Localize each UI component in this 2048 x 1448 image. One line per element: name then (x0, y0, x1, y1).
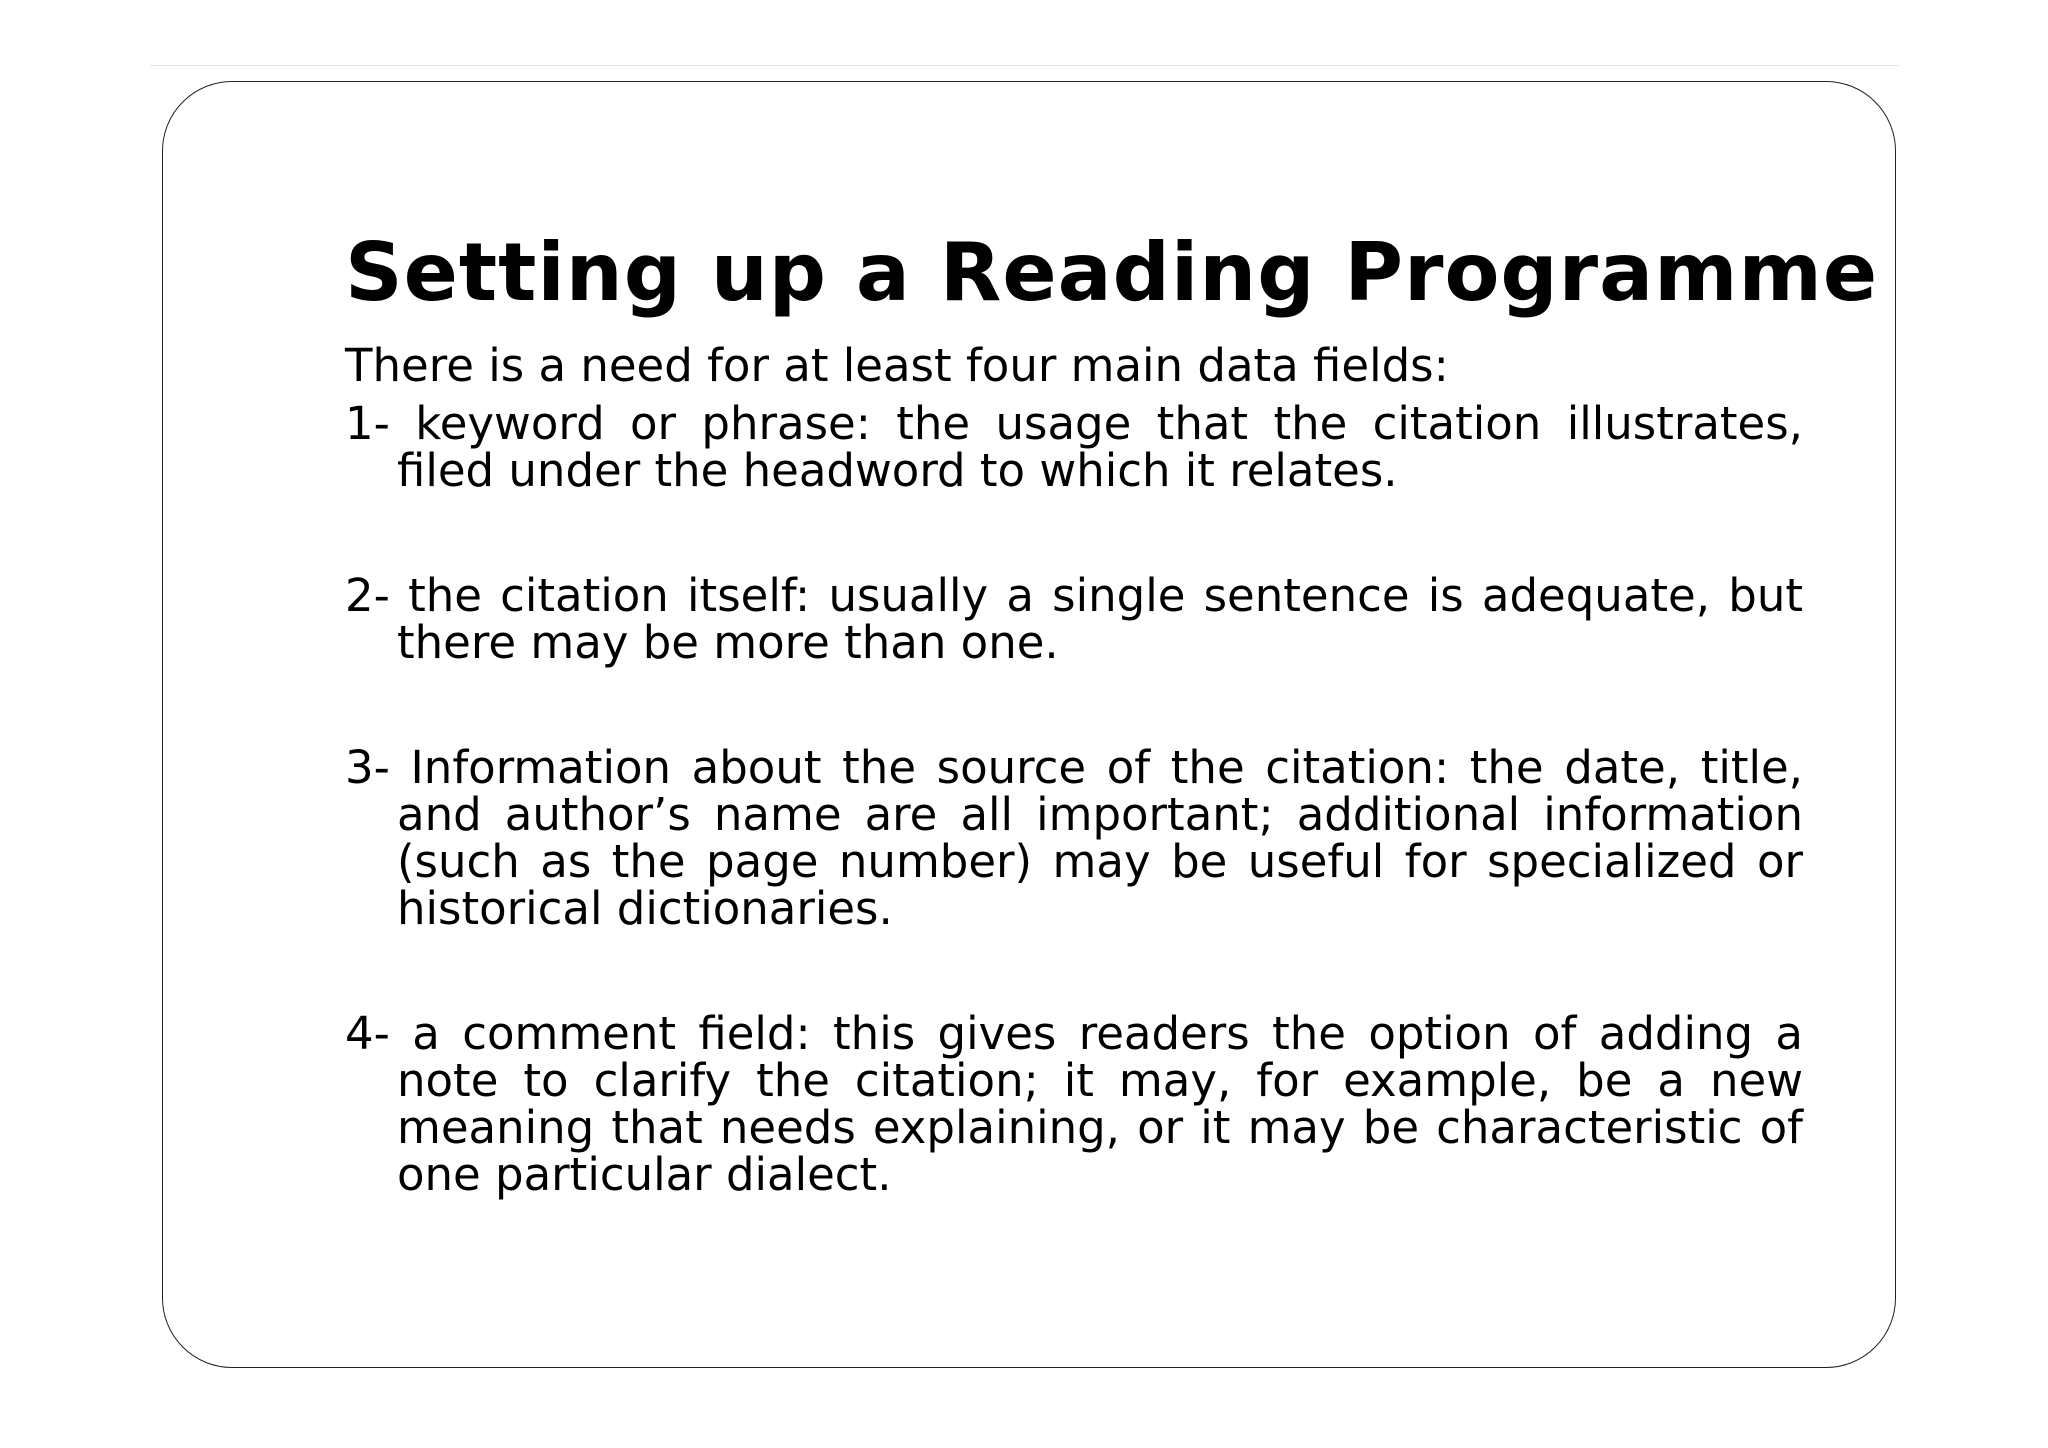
field-item-citation: 2- the citation itself: usually a single sentence is adequate, but there may be more than one. (345, 569, 1803, 669)
slide-title: Setting up a Reading Programme (345, 226, 1879, 319)
intro-text: There is a need for at least four main data fields: (345, 339, 1449, 392)
header-divider (150, 65, 1900, 66)
field-item-source: 3- Information about the source of the citation: the date, title, and author’s name are all important; additional information (such as the page number) may be useful for specialized or historical dictionaries. (345, 741, 1803, 935)
slide-content (345, 218, 1879, 1201)
field-item-comment: 4- a comment field: this gives readers the option of adding a note to clarify the citation; it may, for example, be a new meaning that needs explaining, or it may be characteristic of one particular dialect. (345, 1007, 1803, 1201)
field-item-keyword: 1- keyword or phrase: the usage that the citation illustrates, filed under the headword to which it relates. (345, 397, 1803, 497)
data-fields-list (345, 397, 1803, 1201)
